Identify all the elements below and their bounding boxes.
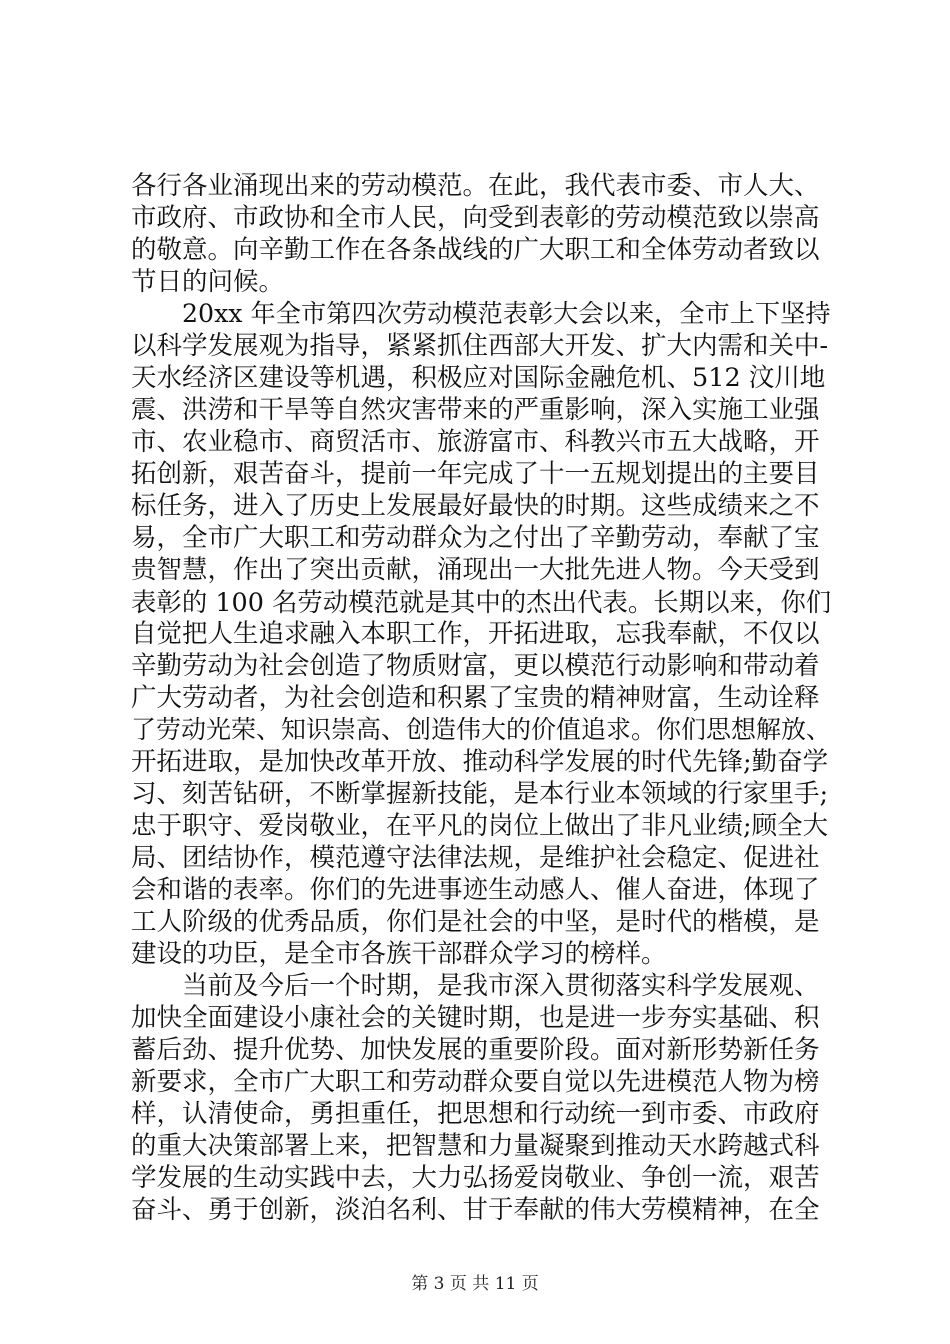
- text-line: 开拓进取，是加快改革开放、推动科学发展的时代先锋;勤奋学: [131, 747, 829, 777]
- text-line: 拓创新，艰苦奋斗，提前一年完成了十一五规划提出的主要目: [131, 459, 820, 489]
- page-footer: 第 3 页 共 11 页: [411, 1274, 539, 1294]
- text-line: 20xx 年全市第四次劳动模范表彰大会以来，全市上下坚持: [182, 299, 831, 328]
- text-line: 节日的问候。: [131, 267, 285, 297]
- text-line: 以科学发展观为指导，紧紧抓住西部大开发、扩大内需和关中-: [131, 331, 829, 361]
- text-line: 忠于职守、爱岗敬业，在平凡的岗位上做出了非凡业绩;顾全大: [131, 811, 829, 841]
- text-line: 新要求，全市广大职工和劳动群众要自觉以先进模范人物为榜: [131, 1067, 820, 1097]
- text-line: 市、农业稳市、商贸活市、旅游富市、科教兴市五大战略，开: [131, 427, 820, 457]
- text-line: 表彰的 100 名劳动模范就是其中的杰出代表。长期以来，你们: [131, 587, 832, 617]
- text-line: 蓄后劲、提升优势、加快发展的重要阶段。面对新形势新任务: [131, 1035, 820, 1065]
- text-line: 建设的功臣，是全市各族干部群众学习的榜样。: [131, 939, 667, 969]
- text-line: 标任务，进入了历史上发展最好最快的时期。这些成绩来之不: [131, 491, 820, 521]
- text-line: 习、刻苦钻研，不断掌握新技能，是本行业本领域的行家里手;: [131, 779, 829, 809]
- text-line: 广大劳动者，为社会创造和积累了宝贵的精神财富，生动诠释: [131, 683, 820, 713]
- text-line: 加快全面建设小康社会的关键时期，也是进一步夯实基础、积: [131, 1003, 820, 1033]
- text-line: 局、团结协作，模范遵守法律法规，是维护社会稳定、促进社: [131, 843, 820, 873]
- text-line: 了劳动光荣、知识崇高、创造伟大的价值追求。你们思想解放、: [131, 715, 832, 744]
- text-line: 会和谐的表率。你们的先进事迹生动感人、催人奋进，体现了: [131, 875, 820, 905]
- text-line: 样，认清使命，勇担重任，把思想和行动统一到市委、市政府: [131, 1099, 820, 1129]
- text-line: 易，全市广大职工和劳动群众为之付出了辛勤劳动，奉献了宝: [131, 523, 820, 553]
- text-line: 奋斗、勇于创新，淡泊名利、甘于奉献的伟大劳模精神，在全: [131, 1195, 820, 1225]
- text-line: 当前及今后一个时期，是我市深入贯彻落实科学发展观、: [182, 971, 820, 1001]
- text-line: 的重大决策部署上来，把智慧和力量凝聚到推动天水跨越式科: [131, 1131, 820, 1161]
- text-line: 的敬意。向辛勤工作在各条战线的广大职工和全体劳动者致以: [131, 235, 820, 265]
- text-line: 学发展的生动实践中去，大力弘扬爱岗敬业、争创一流，艰苦: [131, 1163, 820, 1193]
- text-line: 工人阶级的优秀品质，你们是社会的中坚，是时代的楷模，是: [131, 907, 820, 937]
- body-text: [131, 170, 831, 1226]
- text-line: 天水经济区建设等机遇，积极应对国际金融危机、512 汶川地: [131, 363, 826, 393]
- text-line: 辛勤劳动为社会创造了物质财富，更以模范行动影响和带动着: [131, 651, 820, 681]
- text-line: 自觉把人生追求融入本职工作，开拓进取，忘我奉献，不仅以: [131, 619, 820, 649]
- text-line: 贵智慧，作出了突出贡献，涌现出一大批先进人物。今天受到: [131, 555, 820, 585]
- text-line: 市政府、市政协和全市人民，向受到表彰的劳动模范致以崇高: [131, 203, 820, 233]
- text-line: 震、洪涝和干旱等自然灾害带来的严重影响，深入实施工业强: [131, 395, 820, 425]
- text-line: 各行各业涌现出来的劳动模范。在此，我代表市委、市人大、: [131, 171, 820, 201]
